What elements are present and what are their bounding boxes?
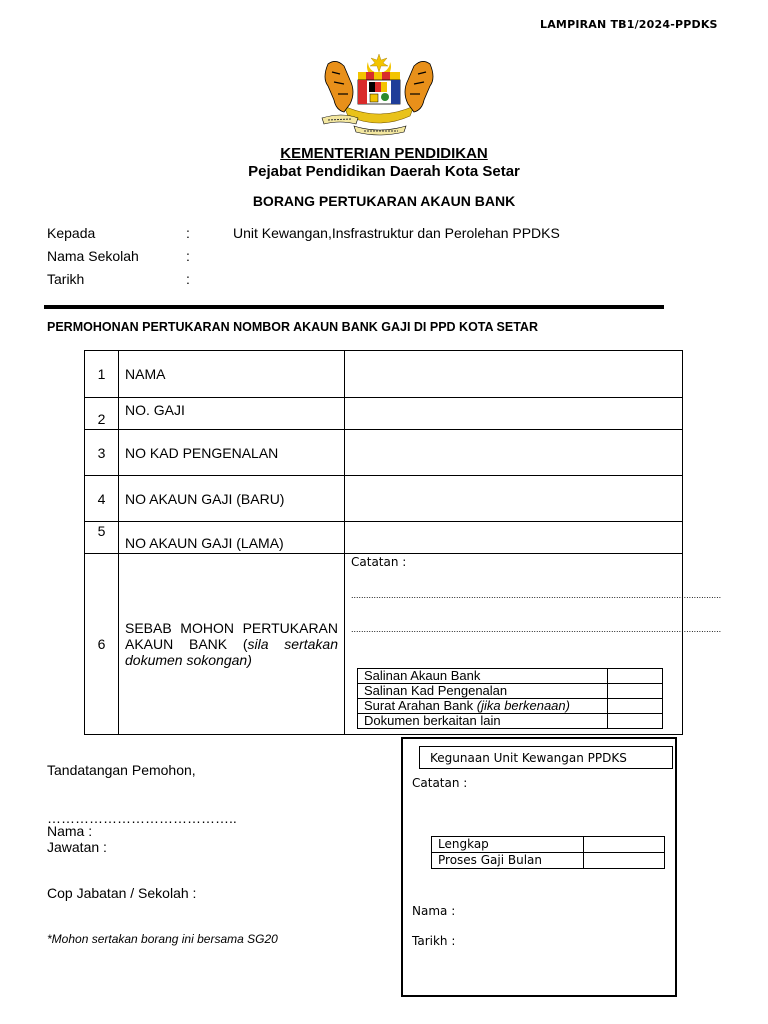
signature-name-label: Nama : — [47, 823, 93, 839]
table-row — [85, 430, 683, 476]
status-label: Lengkap — [432, 837, 584, 853]
meta-colon: : — [186, 271, 190, 287]
doc-label — [358, 699, 608, 714]
list-item — [358, 669, 663, 684]
coat-of-arms-logo — [306, 52, 452, 138]
row-number: 4 — [85, 476, 119, 522]
office-notes-label: Catatan : — [412, 776, 468, 790]
signature-title: Tandatangan Pemohon, — [47, 762, 196, 778]
table-row — [85, 522, 683, 554]
notes-dotline: .................................................................................................................................................... — [351, 624, 722, 634]
list-item — [432, 837, 665, 853]
document-reference: LAMPIRAN TB1/2024-PPDKS — [540, 18, 718, 31]
doc-checkbox[interactable] — [608, 669, 663, 684]
table-row — [85, 554, 683, 735]
doc-checkbox[interactable] — [608, 684, 663, 699]
doc-label: Salinan Akaun Bank — [358, 669, 608, 684]
row-value-old-account[interactable] — [345, 522, 683, 554]
row-value-ic[interactable] — [345, 430, 683, 476]
row-value-new-account[interactable] — [345, 476, 683, 522]
office-use-box — [401, 737, 677, 997]
ministry-heading: KEMENTERIAN PENDIDIKAN — [280, 145, 488, 162]
doc-checkbox[interactable] — [608, 714, 663, 729]
reason-notes-cell[interactable] — [345, 554, 722, 735]
doc-label-main: Surat Arahan Bank — [364, 698, 477, 713]
row-number: 1 — [85, 351, 119, 398]
table-row — [85, 351, 683, 398]
row-label-new-account: NO AKAUN GAJI (BARU) — [119, 476, 345, 522]
list-item — [358, 714, 663, 729]
row-number: 5 — [85, 522, 119, 554]
notes-dotline: .................................................................................................................................................... — [351, 590, 722, 600]
signature-line[interactable]: ………………………………….. — [47, 810, 237, 826]
table-row — [85, 398, 683, 430]
stamp-label: Cop Jabatan / Sekolah : — [47, 885, 197, 901]
row-number: 2 — [85, 398, 119, 430]
row-label-reason — [119, 554, 345, 735]
meta-label-school: Nama Sekolah — [47, 248, 139, 264]
row-number: 3 — [85, 430, 119, 476]
list-item — [358, 684, 663, 699]
row-label-nama: NAMA — [119, 351, 345, 398]
application-table — [84, 350, 722, 735]
meta-colon: : — [186, 248, 190, 264]
office-name-label: Nama : — [412, 904, 456, 918]
meta-label-kepada: Kepada — [47, 225, 96, 241]
form-title: BORANG PERTUKARAN AKAUN BANK — [252, 193, 516, 209]
row-label-old-account: NO AKAUN GAJI (LAMA) — [119, 522, 345, 554]
status-checkbox[interactable] — [584, 853, 665, 869]
reason-text — [125, 620, 338, 668]
office-heading: Pejabat Pendidikan Daerah Kota Setar — [248, 163, 520, 180]
list-item — [358, 699, 663, 714]
footnote: *Mohon sertakan borang ini bersama SG20 — [47, 932, 278, 946]
status-label: Proses Gaji Bulan — [432, 853, 584, 869]
documents-checklist — [357, 668, 663, 729]
doc-label: Salinan Kad Pengenalan — [358, 684, 608, 699]
status-checkbox[interactable] — [584, 837, 665, 853]
reason-main-text: SEBAB MOHON PERTUKARAN AKAUN BANK ( — [125, 620, 338, 652]
row-value-nama[interactable] — [345, 351, 683, 398]
meta-value-kepada: Unit Kewangan,Insfrastruktur dan Perolehan PPDKS — [233, 225, 560, 241]
row-label-gaji: NO. GAJI — [119, 398, 345, 430]
section-title: PERMOHONAN PERTUKARAN NOMBOR AKAUN BANK GAJI DI PPD KOTA SETAR — [47, 320, 538, 334]
list-item — [432, 853, 665, 869]
status-checklist — [431, 836, 665, 869]
row-number: 6 — [85, 554, 119, 735]
row-label-ic: NO KAD PENGENALAN — [119, 430, 345, 476]
meta-colon: : — [186, 225, 190, 241]
office-use-title: Kegunaan Unit Kewangan PPDKS — [419, 746, 673, 769]
doc-label: Dokumen berkaitan lain — [358, 714, 608, 729]
divider-rule — [44, 305, 664, 309]
signature-position-label: Jawatan : — [47, 839, 107, 855]
table-row — [85, 476, 683, 522]
doc-label-italic: (jika berkenaan) — [476, 698, 570, 713]
office-date-label: Tarikh : — [412, 934, 456, 948]
meta-label-date: Tarikh — [47, 271, 85, 287]
reason-italic-text: sila sertakan dokumen sokongan) — [125, 636, 338, 668]
doc-checkbox[interactable] — [608, 699, 663, 714]
notes-label: Catatan : — [351, 555, 407, 569]
row-value-gaji[interactable] — [345, 398, 683, 430]
